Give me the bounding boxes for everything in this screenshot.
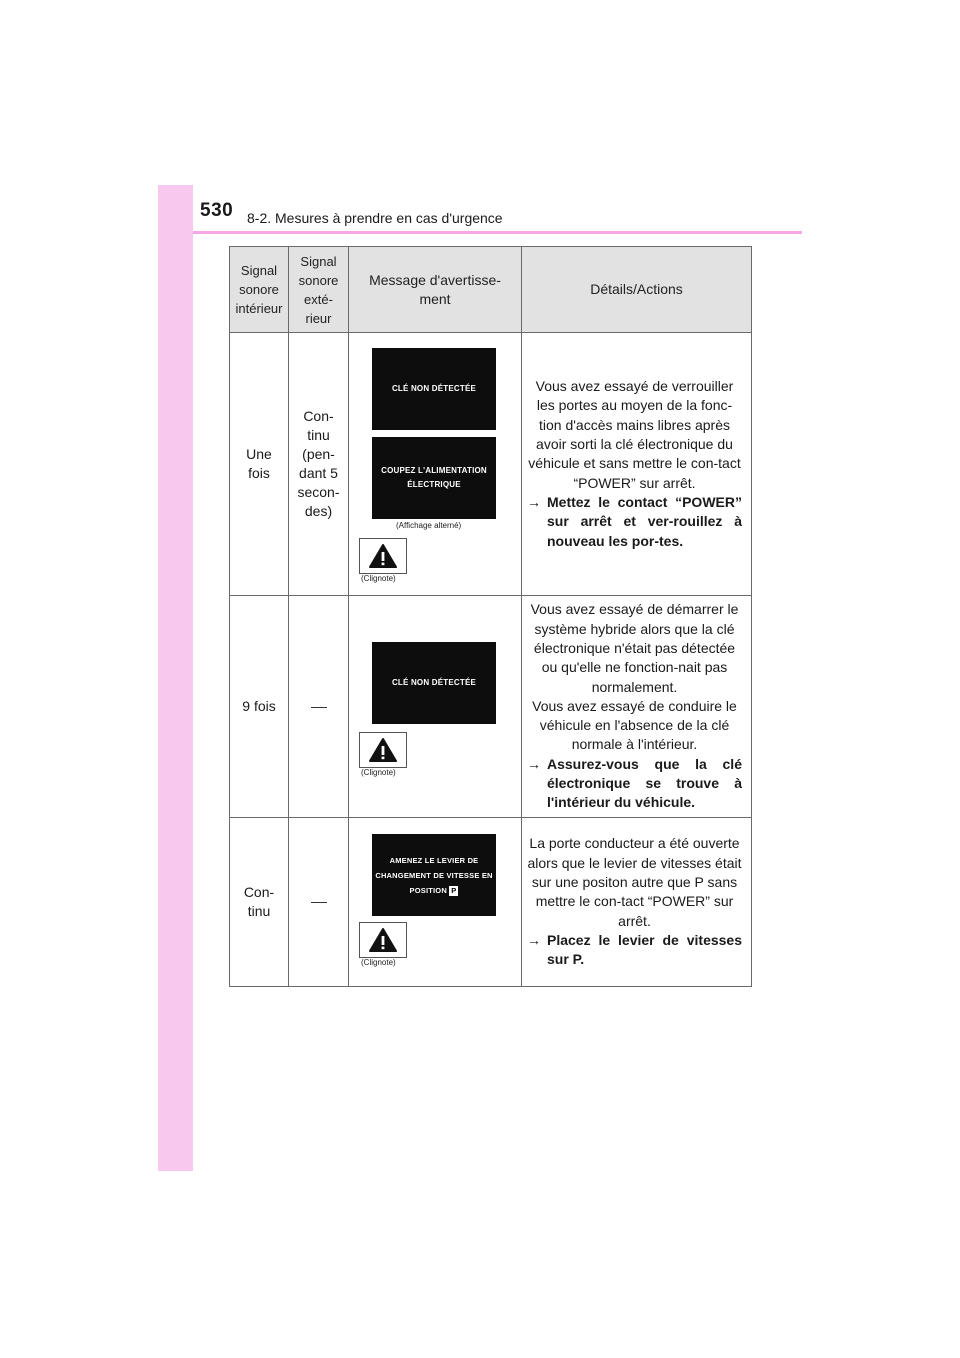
header-warning-message: Message d'avertisse- ment bbox=[349, 247, 522, 333]
warning-table bbox=[229, 246, 752, 987]
exterior-buzzer-cell bbox=[289, 818, 349, 987]
dash-icon bbox=[311, 707, 327, 708]
arrow-icon: → bbox=[527, 931, 541, 948]
interior-buzzer-cell: 9 fois bbox=[230, 596, 289, 818]
header-exterior-buzzer: Signal sonore exté- rieur bbox=[289, 247, 349, 333]
gear-p-badge: P bbox=[451, 885, 457, 895]
table-row bbox=[230, 596, 752, 818]
warning-triangle-icon bbox=[359, 922, 407, 958]
warning-triangle-icon bbox=[359, 732, 407, 768]
header-interior-buzzer: Signal sonore intérieur bbox=[230, 247, 289, 333]
page-number: 530 bbox=[200, 200, 234, 221]
table-row bbox=[230, 333, 752, 596]
arrow-icon: → bbox=[527, 755, 541, 772]
warning-message-cell bbox=[349, 818, 522, 987]
interior-buzzer-cell: Con- tinu bbox=[230, 818, 289, 987]
warning-triangle-icon bbox=[359, 538, 407, 574]
warning-message-cell bbox=[349, 596, 522, 818]
flash-note: (Clignote) bbox=[361, 768, 396, 777]
table-header-row bbox=[230, 247, 752, 333]
description-text: Vous avez essayé de démarrer le système hybride alors que la clé électronique n'était pas détectée ou qu'elle ne fonction-nait pas normalement. bbox=[530, 601, 739, 695]
description-text: Vous avez essayé de verrouiller les portes au moyen de la fonc-tion d'accès mains libres après avoir sorti la clé électronique du véhicule et sans mettre le con-tact “POWER” sur arrêt. bbox=[528, 378, 741, 491]
details-cell bbox=[522, 818, 752, 987]
side-color-band bbox=[158, 185, 193, 1171]
display-screen: CLÉ NON DÉTECTÉE bbox=[372, 642, 496, 724]
arrow-icon: → bbox=[527, 493, 541, 510]
header-divider bbox=[193, 231, 802, 234]
flash-note: (Clignote) bbox=[361, 958, 396, 967]
section-title: 8-2. Mesures à prendre en cas d'urgence bbox=[247, 210, 503, 226]
table-row bbox=[230, 818, 752, 987]
display-screen-alternate: COUPEZ L'ALIMENTATION ÉLECTRIQUE bbox=[372, 437, 496, 519]
action-instruction: → Placez le levier de vitesses sur P. bbox=[527, 931, 742, 968]
description-text: Vous avez essayé de conduire le véhicule en l'absence de la clé normale à l'intérieur. bbox=[532, 697, 737, 753]
action-instruction: → Assurez-vous que la clé électronique se trouve à l'intérieur du véhicule. bbox=[527, 755, 742, 811]
display-screen: AMENEZ LE LEVIER DE CHANGEMENT DE VITESSE EN POSITION P bbox=[372, 834, 496, 916]
details-cell bbox=[522, 333, 752, 596]
exterior-buzzer-cell: Con- tinu (pen- dant 5 secon- des) bbox=[289, 333, 349, 596]
dash-icon bbox=[311, 902, 327, 903]
description-text: La porte conducteur a été ouverte alors que le levier de vitesses était sur une positon autre que P sans mettre le con-tact “POWER” sur arrêt. bbox=[527, 835, 742, 929]
action-instruction: → Mettez le contact “POWER” sur arrêt et ver-rouillez à nouveau les por-tes. bbox=[527, 493, 742, 549]
warning-message-cell bbox=[349, 333, 522, 596]
exterior-buzzer-cell bbox=[289, 596, 349, 818]
details-cell bbox=[522, 596, 752, 818]
header-details-actions: Détails/Actions bbox=[522, 247, 752, 333]
display-screen: CLÉ NON DÉTECTÉE bbox=[372, 348, 496, 430]
flash-note: (Clignote) bbox=[361, 574, 396, 583]
interior-buzzer-cell: Une fois bbox=[230, 333, 289, 596]
alternate-display-note: (Affichage alterné) bbox=[396, 521, 462, 530]
